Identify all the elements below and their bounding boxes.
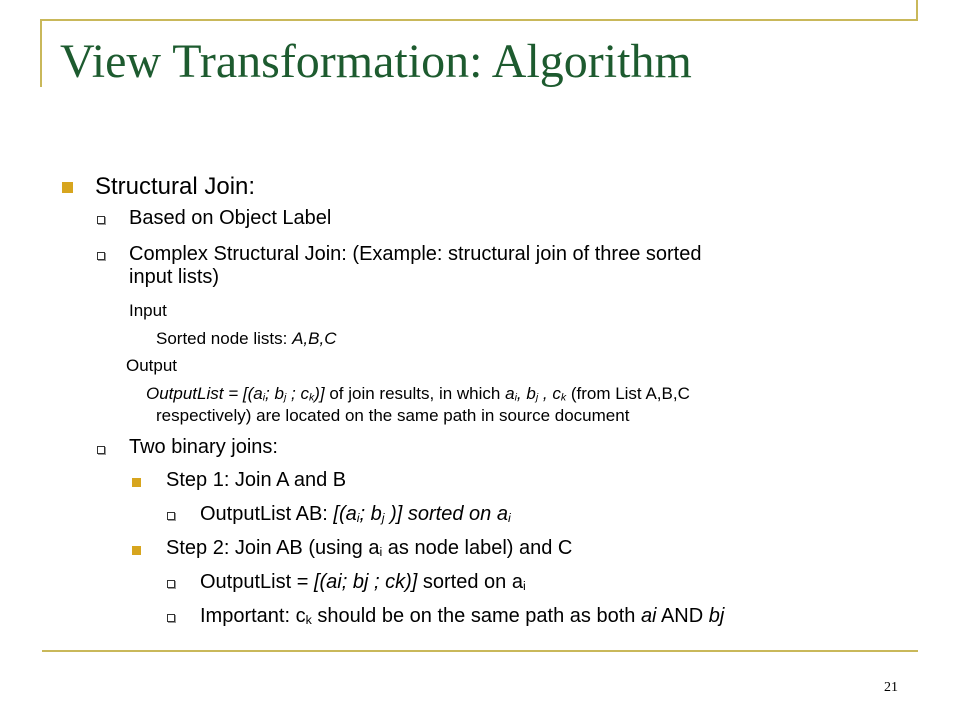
footer-rule [42,650,918,652]
structural-join-heading: Structural Join: [95,173,256,200]
complex-join-line2: input lists) [129,266,220,288]
bullet-checkbox [97,252,105,260]
step-2-important: Important: $c_k$ should be on the same path as both ai AND bj [200,605,725,627]
complex-join-line1: Complex Structural Join: (Example: structural join of three sorted [129,243,702,265]
bullet-square [62,182,73,193]
step-1-outputlist: OutputList AB: [($a_i$; $b_j$ )] sorted on $a_i$ [200,503,511,525]
step-2: Step 2: Join AB (using $a_i$ as node label) and C [166,537,573,559]
right-frame-rule [916,0,918,21]
outputlist-line: OutputList = [($a_i$; $b_j$ ; $c_k$)] of join results, in which $a_i$, $b_j$ , $c_k$ (from List A,B,C [146,384,690,404]
bullet-checkbox [167,512,175,520]
step-2-outputlist: OutputList = [(ai; bj ; ck)] sorted on $a_i$ [200,571,526,593]
bullet-checkbox [97,446,105,454]
slide-title: View Transformation: Algorithm [60,35,692,88]
input-label: Input [129,301,167,320]
bullet-checkbox [167,614,175,622]
bullet-square [132,478,141,487]
bullet-square [132,546,141,555]
page-number: 21 [884,680,898,695]
two-binary-joins: Two binary joins: [129,436,278,458]
based-on-object-label: Based on Object Label [129,207,332,229]
bullet-checkbox [97,216,105,224]
step-1: Step 1: Join A and B [166,469,347,491]
top-frame-rule [40,19,918,21]
left-frame-rule [40,19,42,87]
sorted-node-lists: Sorted node lists: A,B,C [156,329,337,348]
bullet-checkbox [167,580,175,588]
output-label: Output [126,356,178,375]
respectively-line: respectively) are located on the same path in source document [156,406,630,425]
